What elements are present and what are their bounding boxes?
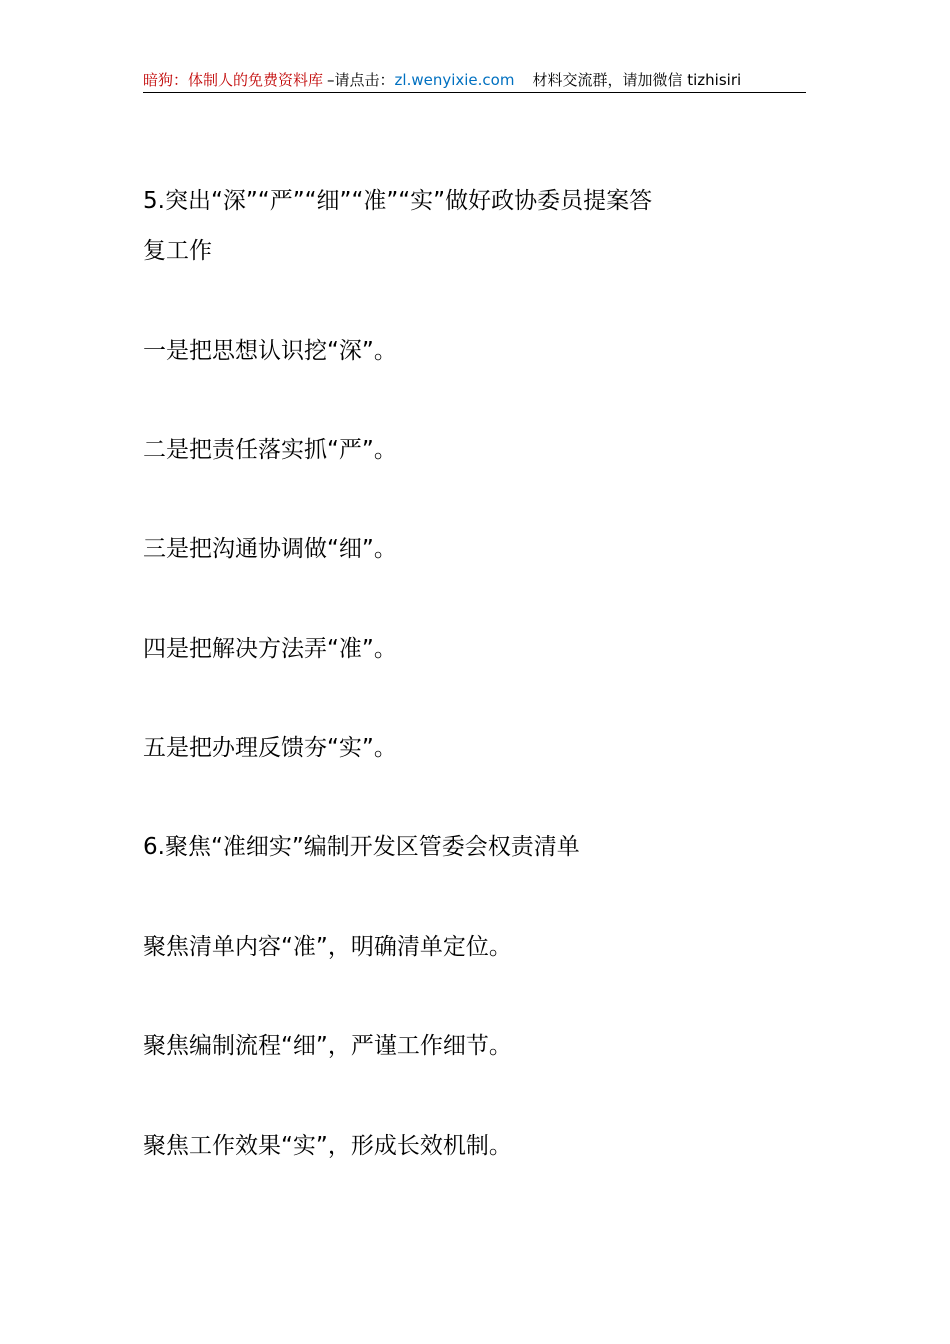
list-item: 三是把沟通协调做“细”。	[143, 536, 397, 562]
header-prompt: –请点击：	[327, 71, 395, 89]
section-heading-6: 6.聚焦“准细实”编制开发区管委会权责清单	[143, 834, 580, 860]
header-link[interactable]: zl.wenyixie.com	[394, 71, 515, 89]
list-item: 一是把思想认识挖“深”。	[143, 338, 397, 364]
header-contact: 材料交流群，请加微信 tizhisiri	[532, 71, 742, 89]
section-heading-5-line2: 复工作	[143, 238, 212, 264]
list-item: 聚焦编制流程“细”，严谨工作细节。	[143, 1033, 512, 1059]
list-item: 五是把办理反馈夯“实”。	[143, 735, 397, 761]
section-heading-5-line1: 5.突出“深”“严”“细”“准”“实”做好政协委员提案答	[143, 188, 653, 214]
list-item: 聚焦工作效果“实”，形成长效机制。	[143, 1133, 512, 1159]
page-header	[143, 68, 806, 93]
header-brand: 暗狗：体制人的免费资料库	[143, 71, 324, 89]
list-item: 四是把解决方法弄“准”。	[143, 636, 397, 662]
list-item: 二是把责任落实抓“严”。	[143, 437, 397, 463]
list-item: 聚焦清单内容“准”，明确清单定位。	[143, 934, 512, 960]
